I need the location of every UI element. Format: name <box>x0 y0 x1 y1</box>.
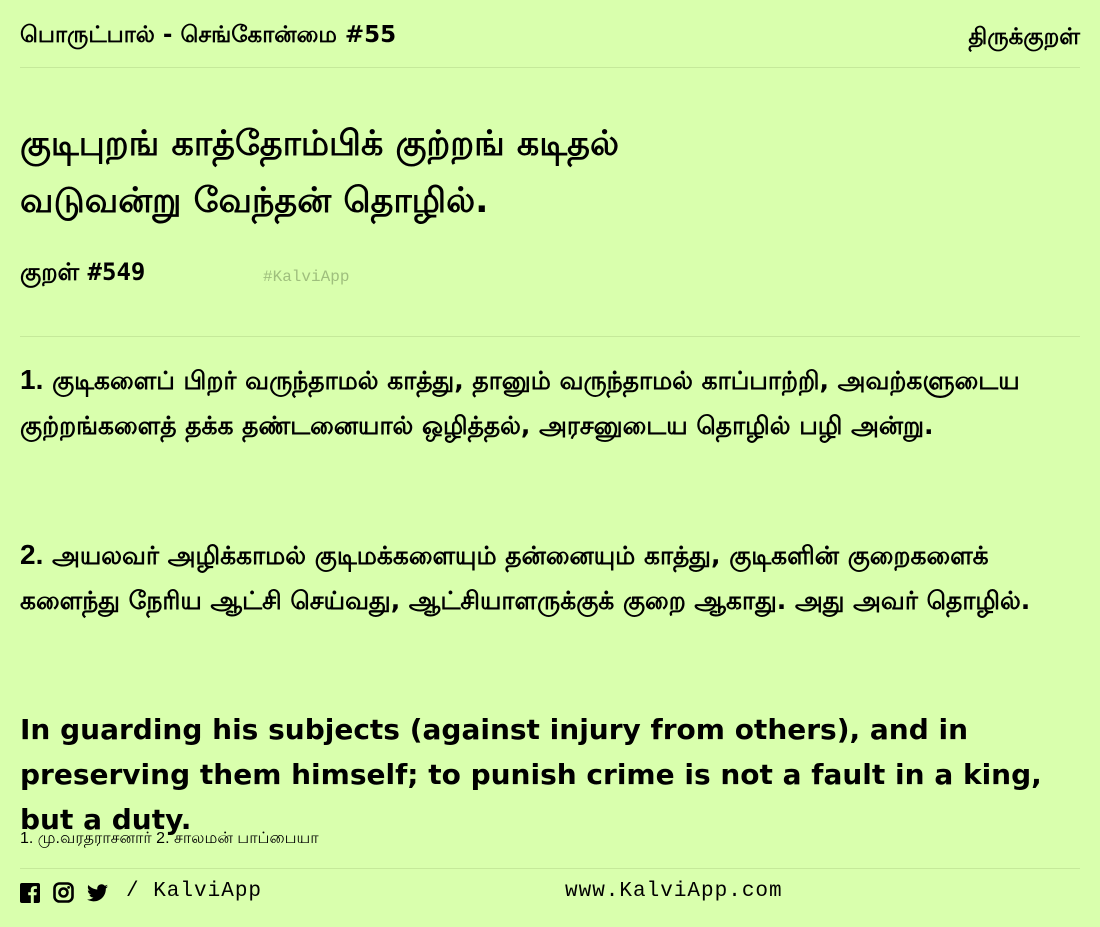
website-link[interactable]: www.KalviApp.com <box>565 880 783 903</box>
section-title: பொருட்பால் - செங்கோன்மை #55 <box>20 22 397 48</box>
kural-number <box>20 258 145 289</box>
kural-verse <box>20 116 619 230</box>
divider <box>20 868 1080 869</box>
kural-number-value: #549 <box>87 258 146 286</box>
kural-card <box>20 0 1080 927</box>
meaning-text: அயலவர் அழிக்காமல் குடிமக்களையும் தன்னையும் காத்து, குடிகளின் குறைகளைக் களைந்து நேரிய ஆட்சி செய்வது, ஆட்சியாளருக்குக் குறை ஆகாது. அது அவர் தொழில். <box>20 541 1031 615</box>
hashtag-watermark: #KalviApp <box>263 268 350 286</box>
divider <box>20 336 1080 337</box>
instagram-icon[interactable] <box>53 882 74 903</box>
credits: 1. மு.வரதராசனார் 2. சாலமன் பாப்பையா <box>20 830 319 847</box>
facebook-icon[interactable] <box>20 883 40 903</box>
meaning-2 <box>20 532 1080 623</box>
verse-line-1: குடிபுறங் காத்தோம்பிக் குற்றங் கடிதல் <box>20 124 620 164</box>
social-links <box>20 882 108 903</box>
verse-line-2: வடுவன்று வேந்தன் தொழில். <box>20 181 489 221</box>
meaning-text: குடிகளைப் பிறர் வருந்தாமல் காத்து, தானும் வருந்தாமல் காப்பாற்றி, அவற்களுடைய குற்றங்களைத் தக்க தண்டனையால் ஒழித்தல், அரசனுடைய தொழில் பழி அன்று. <box>20 366 1020 440</box>
footer <box>20 878 1080 908</box>
brand-title: திருக்குறள் <box>968 24 1080 50</box>
meaning-index: 1. <box>20 364 44 395</box>
english-translation: In guarding his subjects (against injury from others), and in preserving them himself; to punish crime is not a fault in a king, but a duty. <box>20 713 1042 836</box>
meaning-index: 2. <box>20 539 44 570</box>
header <box>20 22 1080 62</box>
kural-label: குறள் <box>20 258 80 286</box>
divider <box>20 67 1080 68</box>
meaning-1 <box>20 357 1080 448</box>
twitter-icon[interactable] <box>87 884 108 902</box>
handle-link[interactable]: / KalviApp <box>126 880 263 903</box>
